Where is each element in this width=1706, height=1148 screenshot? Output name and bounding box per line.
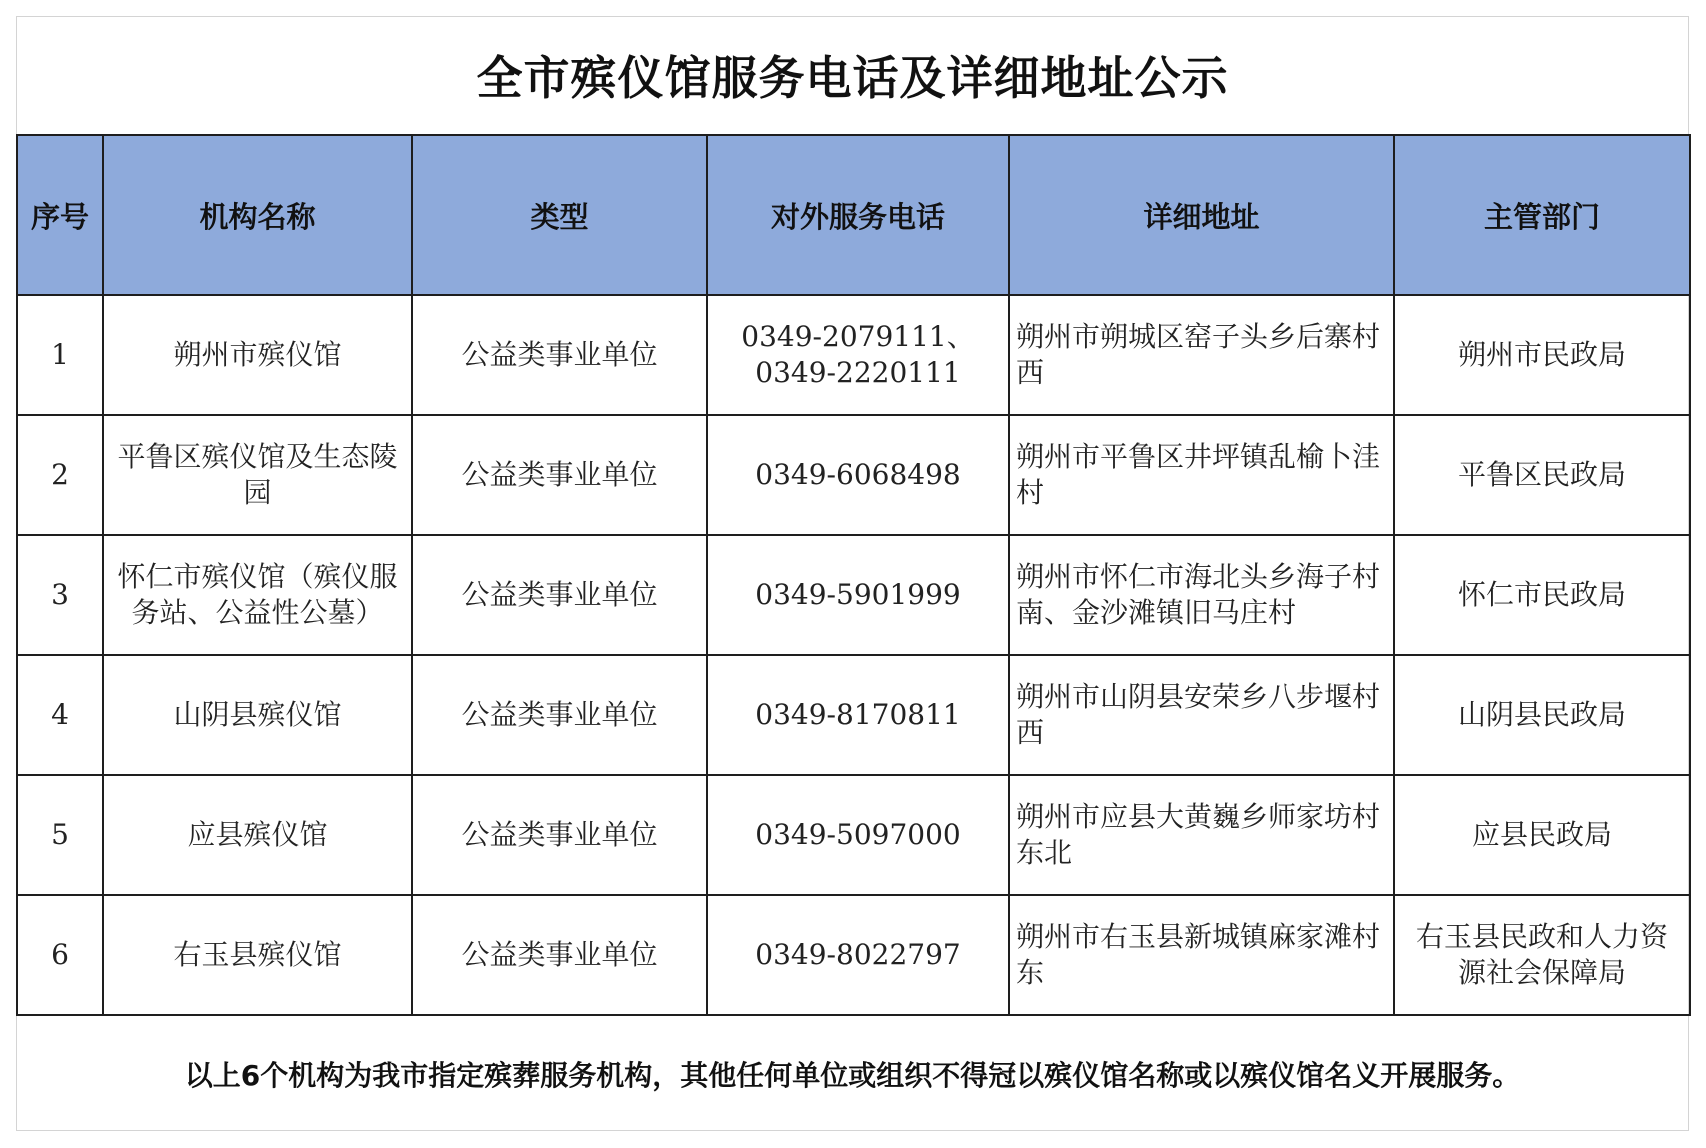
cell-type: 公益类事业单位 bbox=[412, 775, 707, 895]
phone-number: 0349-8022797 bbox=[755, 938, 961, 971]
cell-department: 平鲁区民政局 bbox=[1394, 415, 1690, 535]
cell-serial: 4 bbox=[17, 655, 103, 775]
phone-number: 0349-8170811 bbox=[755, 698, 961, 731]
phone-number: 0349-5901999 bbox=[755, 578, 961, 611]
header-department: 主管部门 bbox=[1394, 135, 1690, 295]
cell-type: 公益类事业单位 bbox=[412, 535, 707, 655]
cell-serial: 2 bbox=[17, 415, 103, 535]
cell-address: 朔州市右玉县新城镇麻家滩村东 bbox=[1009, 895, 1394, 1015]
cell-address: 朔州市山阴县安荣乡八步堰村西 bbox=[1009, 655, 1394, 775]
cell-address: 朔州市朔城区窑子头乡后寨村西 bbox=[1009, 295, 1394, 415]
cell-serial: 1 bbox=[17, 295, 103, 415]
table-header bbox=[17, 135, 1690, 295]
cell-serial: 6 bbox=[17, 895, 103, 1015]
cell-department: 怀仁市民政局 bbox=[1394, 535, 1690, 655]
page-title: 全市殡仪馆服务电话及详细地址公示 bbox=[476, 51, 1229, 105]
cell-phone bbox=[707, 655, 1009, 775]
cell-phone bbox=[707, 775, 1009, 895]
cell-type: 公益类事业单位 bbox=[412, 895, 707, 1015]
cell-type: 公益类事业单位 bbox=[412, 655, 707, 775]
phone-number: 0349-6068498 bbox=[755, 458, 961, 491]
table-row bbox=[17, 415, 1690, 535]
cell-org-name: 右玉县殡仪馆 bbox=[103, 895, 412, 1015]
cell-phone bbox=[707, 895, 1009, 1015]
table-row bbox=[17, 535, 1690, 655]
header-phone: 对外服务电话 bbox=[707, 135, 1009, 295]
cell-phone bbox=[707, 535, 1009, 655]
cell-serial: 5 bbox=[17, 775, 103, 895]
cell-department: 右玉县民政和人力资源社会保障局 bbox=[1394, 895, 1690, 1015]
cell-department: 应县民政局 bbox=[1394, 775, 1690, 895]
cell-phone bbox=[707, 295, 1009, 415]
phone-number: 0349-5097000 bbox=[755, 818, 961, 851]
cell-department: 山阴县民政局 bbox=[1394, 655, 1690, 775]
header-serial: 序号 bbox=[17, 135, 103, 295]
funeral-home-table bbox=[16, 134, 1691, 1016]
cell-org-name: 应县殡仪馆 bbox=[103, 775, 412, 895]
table-row bbox=[17, 295, 1690, 415]
table-row bbox=[17, 655, 1690, 775]
cell-address: 朔州市怀仁市海北头乡海子村南、金沙滩镇旧马庄村 bbox=[1009, 535, 1394, 655]
phone-number: 0349-2079111、 bbox=[741, 320, 975, 353]
header-type: 类型 bbox=[412, 135, 707, 295]
cell-serial: 3 bbox=[17, 535, 103, 655]
table-row bbox=[17, 895, 1690, 1015]
cell-org-name: 朔州市殡仪馆 bbox=[103, 295, 412, 415]
cell-type: 公益类事业单位 bbox=[412, 295, 707, 415]
table-body bbox=[17, 295, 1690, 1015]
cell-department: 朔州市民政局 bbox=[1394, 295, 1690, 415]
cell-address: 朔州市应县大黄巍乡师家坊村东北 bbox=[1009, 775, 1394, 895]
cell-phone bbox=[707, 415, 1009, 535]
cell-type: 公益类事业单位 bbox=[412, 415, 707, 535]
cell-org-name: 山阴县殡仪馆 bbox=[103, 655, 412, 775]
header-org-name: 机构名称 bbox=[103, 135, 412, 295]
footnote: 以上6个机构为我市指定殡葬服务机构，其他任何单位或组织不得冠以殡仪馆名称或以殡仪馆名义开展服务。 bbox=[184, 1059, 1521, 1092]
cell-org-name: 怀仁市殡仪馆（殡仪服务站、公益性公墓） bbox=[103, 535, 412, 655]
cell-org-name: 平鲁区殡仪馆及生态陵园 bbox=[103, 415, 412, 535]
phone-number: 0349-2220111 bbox=[755, 356, 961, 389]
table-row bbox=[17, 775, 1690, 895]
header-address: 详细地址 bbox=[1009, 135, 1394, 295]
cell-address: 朔州市平鲁区井坪镇乱榆卜洼村 bbox=[1009, 415, 1394, 535]
